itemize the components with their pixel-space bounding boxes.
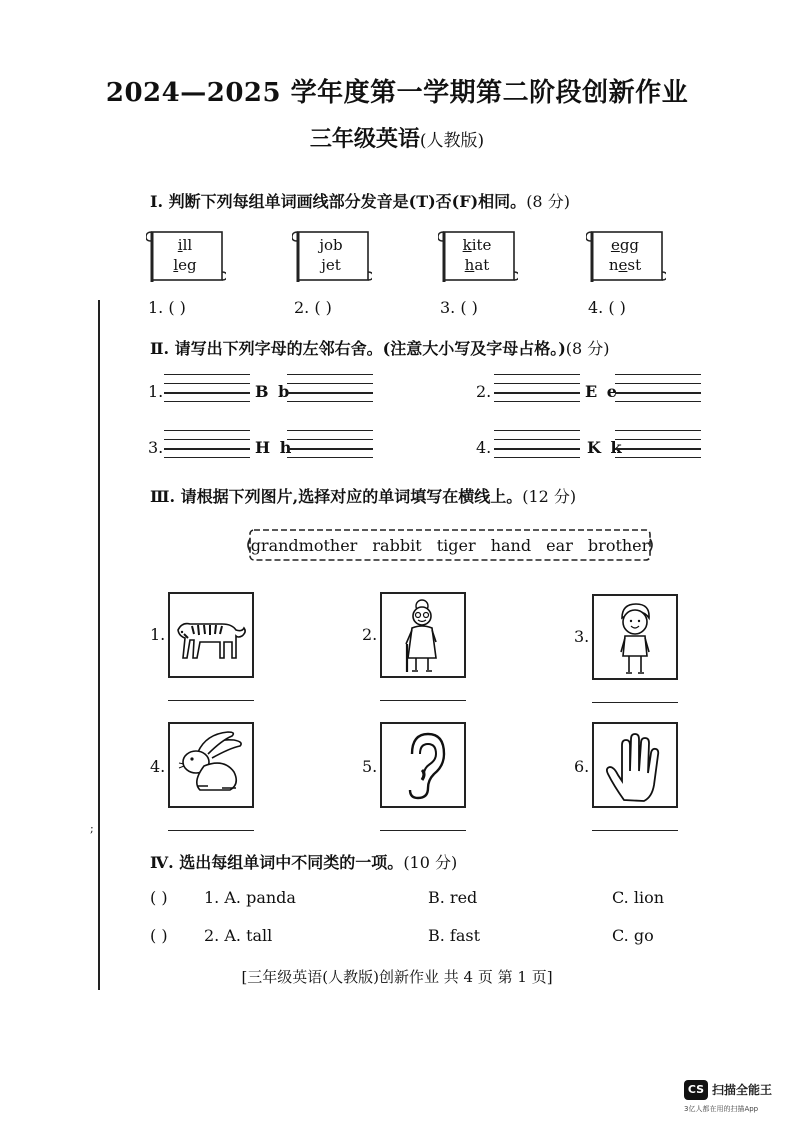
section-1-heading: Ⅰ. 判断下列每组单词画线部分发音是(T)否(F)相同。(8 分) — [150, 192, 570, 211]
picture-6-frame — [592, 722, 678, 808]
q4-1-option-b: B. red — [428, 888, 478, 907]
word-3b: hat — [464, 256, 490, 274]
word-3a: kite — [462, 236, 492, 254]
q4-2-option-c: C. go — [612, 926, 654, 945]
word-4b: nest — [608, 256, 642, 274]
letter-item-1-num: 1. — [148, 382, 164, 401]
letter-writing-lines-right[interactable] — [615, 430, 701, 460]
section-4-heading: Ⅳ. 选出每组单词中不同类的一项。(10 分) — [150, 853, 458, 872]
picture-5-frame — [380, 722, 466, 808]
page-subtitle — [0, 122, 794, 153]
picture-2-num: 2. — [362, 625, 378, 644]
letter-item-1-letters: B b — [255, 382, 292, 401]
letter-writing-lines-right[interactable] — [615, 374, 701, 404]
picture-4-num: 4. — [150, 757, 166, 776]
q4-1-option-c: C. lion — [612, 888, 665, 907]
word-2b: jet — [321, 256, 341, 274]
answer-blank-4[interactable]: 4. ( ) — [588, 298, 626, 317]
word-1b: leg — [173, 256, 197, 274]
letter-item-2-letters: E e — [585, 382, 619, 401]
picture-1-frame — [168, 592, 254, 678]
answer-blank-3[interactable]: 3. ( ) — [440, 298, 478, 317]
letter-writing-lines-left[interactable] — [494, 430, 580, 460]
letter-item-4-num: 4. — [476, 438, 492, 457]
word-4a: egg — [610, 236, 640, 254]
q4-2-option-b: B. fast — [428, 926, 481, 945]
word-card-1 — [146, 228, 218, 280]
edition-label: (人教版) — [419, 131, 485, 151]
camscanner-tagline: 3亿人都在用的扫描App — [684, 1105, 759, 1113]
binding-line — [98, 300, 100, 990]
picture-1-answer-line[interactable] — [168, 700, 254, 701]
picture-5-num: 5. — [362, 757, 378, 776]
q4-1-option-a: 1. A. panda — [204, 888, 296, 907]
answer-blank-1[interactable]: 1. ( ) — [148, 298, 186, 317]
word-bank — [246, 527, 654, 563]
letter-item-3-letters: H h — [255, 438, 294, 457]
picture-4-frame — [168, 722, 254, 808]
tiger-icon — [170, 594, 252, 676]
picture-4-answer-line[interactable] — [168, 830, 254, 831]
letter-item-2-num: 2. — [476, 382, 492, 401]
binding-mark: ; — [90, 822, 94, 835]
hand-icon — [594, 724, 676, 806]
ear-icon — [382, 724, 464, 806]
answer-blank-2[interactable]: 2. ( ) — [294, 298, 332, 317]
picture-3-num: 3. — [574, 627, 590, 646]
page-title: 2024—2025 学年度第一学期第二阶段创新作业 — [105, 78, 689, 108]
word-2a: job — [319, 236, 343, 254]
picture-6-answer-line[interactable] — [592, 830, 678, 831]
camscanner-brand: 扫描全能王 — [712, 1083, 773, 1097]
word-card-3 — [438, 228, 510, 280]
word-1a: ill — [177, 236, 193, 254]
picture-2-frame — [380, 592, 466, 678]
letter-item-3-num: 3. — [148, 438, 164, 457]
picture-3-frame — [592, 594, 678, 680]
section-3-heading: Ⅲ. 请根据下列图片,选择对应的单词填写在横线上。(12 分) — [150, 487, 577, 506]
letter-writing-lines-left[interactable] — [164, 374, 250, 404]
picture-5-answer-line[interactable] — [380, 830, 466, 831]
q4-2-option-a: 2. A. tall — [204, 926, 273, 945]
section-2-heading: Ⅱ. 请写出下列字母的左邻右舍。(注意大小写及字母占格。)(8 分) — [150, 339, 610, 358]
boy-icon — [594, 596, 676, 678]
picture-1-num: 1. — [150, 625, 166, 644]
letter-writing-lines-left[interactable] — [164, 430, 250, 460]
picture-2-answer-line[interactable] — [380, 700, 466, 701]
rabbit-icon — [170, 724, 252, 806]
letter-writing-lines-right[interactable] — [287, 430, 373, 460]
word-bank-words: grandmother rabbit tiger hand ear brother — [250, 536, 650, 555]
grandmother-icon — [382, 594, 464, 676]
picture-6-num: 6. — [574, 757, 590, 776]
q4-2-blank[interactable]: ( ) — [150, 926, 168, 945]
picture-3-answer-line[interactable] — [592, 702, 678, 703]
subject-label: 三年级英语 — [309, 126, 420, 152]
page-footer: [三年级英语(人教版)创新作业 共 4 页 第 1 页] — [241, 968, 553, 986]
camscanner-logo-icon: CS — [684, 1080, 708, 1100]
q4-1-blank[interactable]: ( ) — [150, 888, 168, 907]
word-card-4 — [586, 228, 658, 280]
word-card-2 — [292, 228, 364, 280]
letter-writing-lines-right[interactable] — [287, 374, 373, 404]
letter-writing-lines-left[interactable] — [494, 374, 580, 404]
letter-item-4-letters: K k — [587, 438, 624, 457]
